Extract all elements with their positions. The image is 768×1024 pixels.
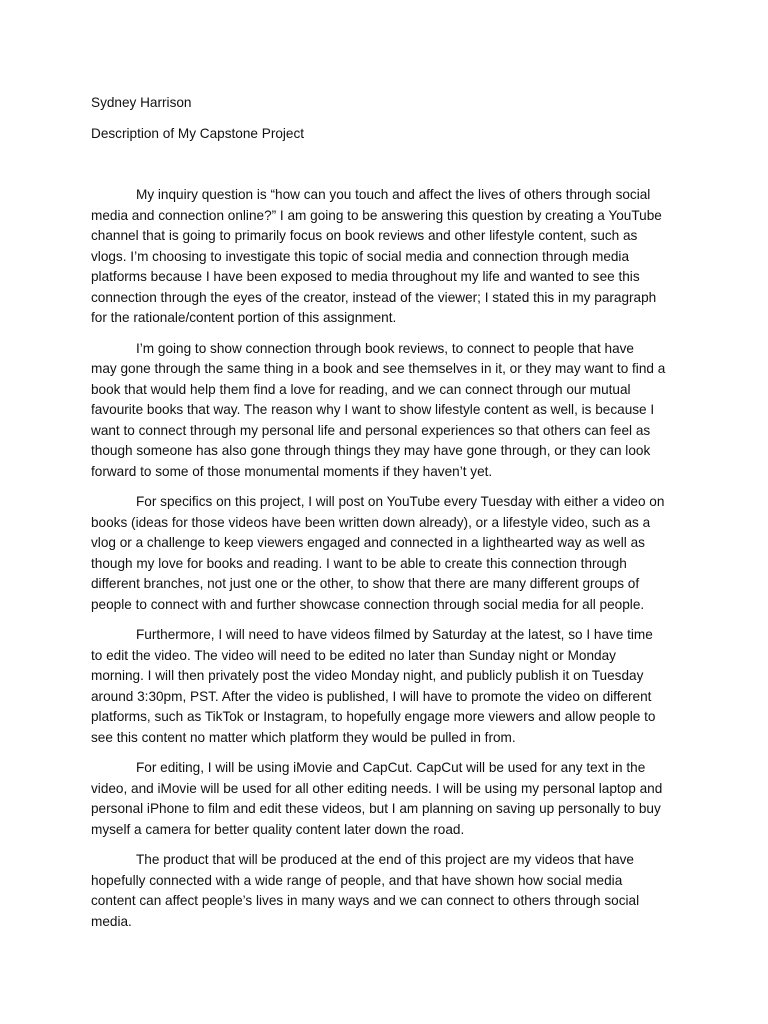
text-line: may gone through the same thing in a book and see themselves in it, or they may want to find a <box>91 361 666 376</box>
text-line: hopefully connected with a wide range of people, and that have shown how social media <box>91 872 623 888</box>
text-line: people to connect with and further showcase connection through social media for all people. <box>91 596 645 612</box>
text-line: platforms because I have been exposed to media throughout my life and wanted to see this <box>91 269 640 284</box>
text-line: channel that is going to primarily focus on book reviews and other lifestyle content, such as <box>91 228 638 243</box>
text-line: want to connect through my personal life and personal experiences so that others can feel as <box>91 422 651 438</box>
text-line: Furthermore, I will need to have videos filmed by Saturday at the latest, so I have time <box>136 627 653 642</box>
text-line: vlog or a challenge to keep viewers engaged and connected in a lighthearted way as well as <box>91 535 645 550</box>
text-line: books (ideas for those videos have been written down already), or a lifestyle video, such as a <box>91 514 651 530</box>
document-body <box>91 185 681 942</box>
text-line: though someone has also gone through things they may have gone through, or they can look <box>91 443 651 458</box>
document-title: Description of My Capstone Project <box>91 126 305 141</box>
text-line: though my love for books and reading. I want to be able to create this connection through <box>91 555 627 571</box>
text-line: For specifics on this project, I will post on YouTube every Tuesday with either a video on <box>136 494 665 509</box>
text-line: see this content no matter which platform they would be pulled in from. <box>91 729 516 745</box>
text-line: media and connection online?” I am going to be answering this question by creating a YouTube <box>91 207 662 223</box>
paragraph <box>91 850 681 932</box>
text-line: content can affect people’s lives in many ways and we can connect to others through social <box>91 893 640 908</box>
text-line: different branches, not just one or the other, to show that there are many different groups of <box>91 576 640 591</box>
text-line: I’m going to show connection through book reviews, to connect to people that have <box>136 340 634 356</box>
text-line: personal iPhone to film and edit these videos, but I am planning on saving up personally to buy <box>91 801 661 816</box>
text-line: My inquiry question is “how can you touch and affect the lives of others through social <box>136 187 651 202</box>
text-line: The product that will be produced at the end of this project are my videos that have <box>136 852 634 867</box>
text-line: forward to some of those monumental moments if they haven’t yet. <box>91 463 493 479</box>
text-line: for the rationale/content portion of this assignment. <box>91 310 397 325</box>
text-line: favourite books that way. The reason why I want to show lifestyle content as well, is because I <box>91 402 655 417</box>
paragraph <box>91 625 681 748</box>
paragraph <box>91 185 681 329</box>
text-line: around 3:30pm, PST. After the video is published, I will have to promote the video on different <box>91 688 652 704</box>
paragraph <box>91 758 681 840</box>
text-line: video, and iMovie will be used for all other editing needs. I will be using my personal laptop and <box>91 780 663 796</box>
text-line: to edit the video. The video will need to be edited no later than Sunday night or Monday <box>91 647 616 663</box>
paragraph <box>91 492 681 615</box>
text-line: book that would help them find a love for reading, and we can connect through our mutual <box>91 381 631 397</box>
text-line: connection through the eyes of the creator, instead of the viewer; I stated this in my paragraph <box>91 289 657 305</box>
text-line: morning. I will then privately post the video Monday night, and publicly publish it on Tuesday <box>91 668 644 683</box>
paragraph <box>91 339 681 483</box>
author-name: Sydney Harrison <box>91 95 192 110</box>
text-line: myself a camera for better quality content later down the road. <box>91 821 465 837</box>
text-line: For editing, I will be using iMovie and CapCut. CapCut will be used for any text in the <box>136 760 646 775</box>
text-line: vlogs. I’m choosing to investigate this topic of social media and connection through media <box>91 248 630 264</box>
text-line: media. <box>91 913 132 929</box>
text-line: platforms, such as TikTok or Instagram, to hopefully engage more viewers and allow people to <box>91 709 656 724</box>
